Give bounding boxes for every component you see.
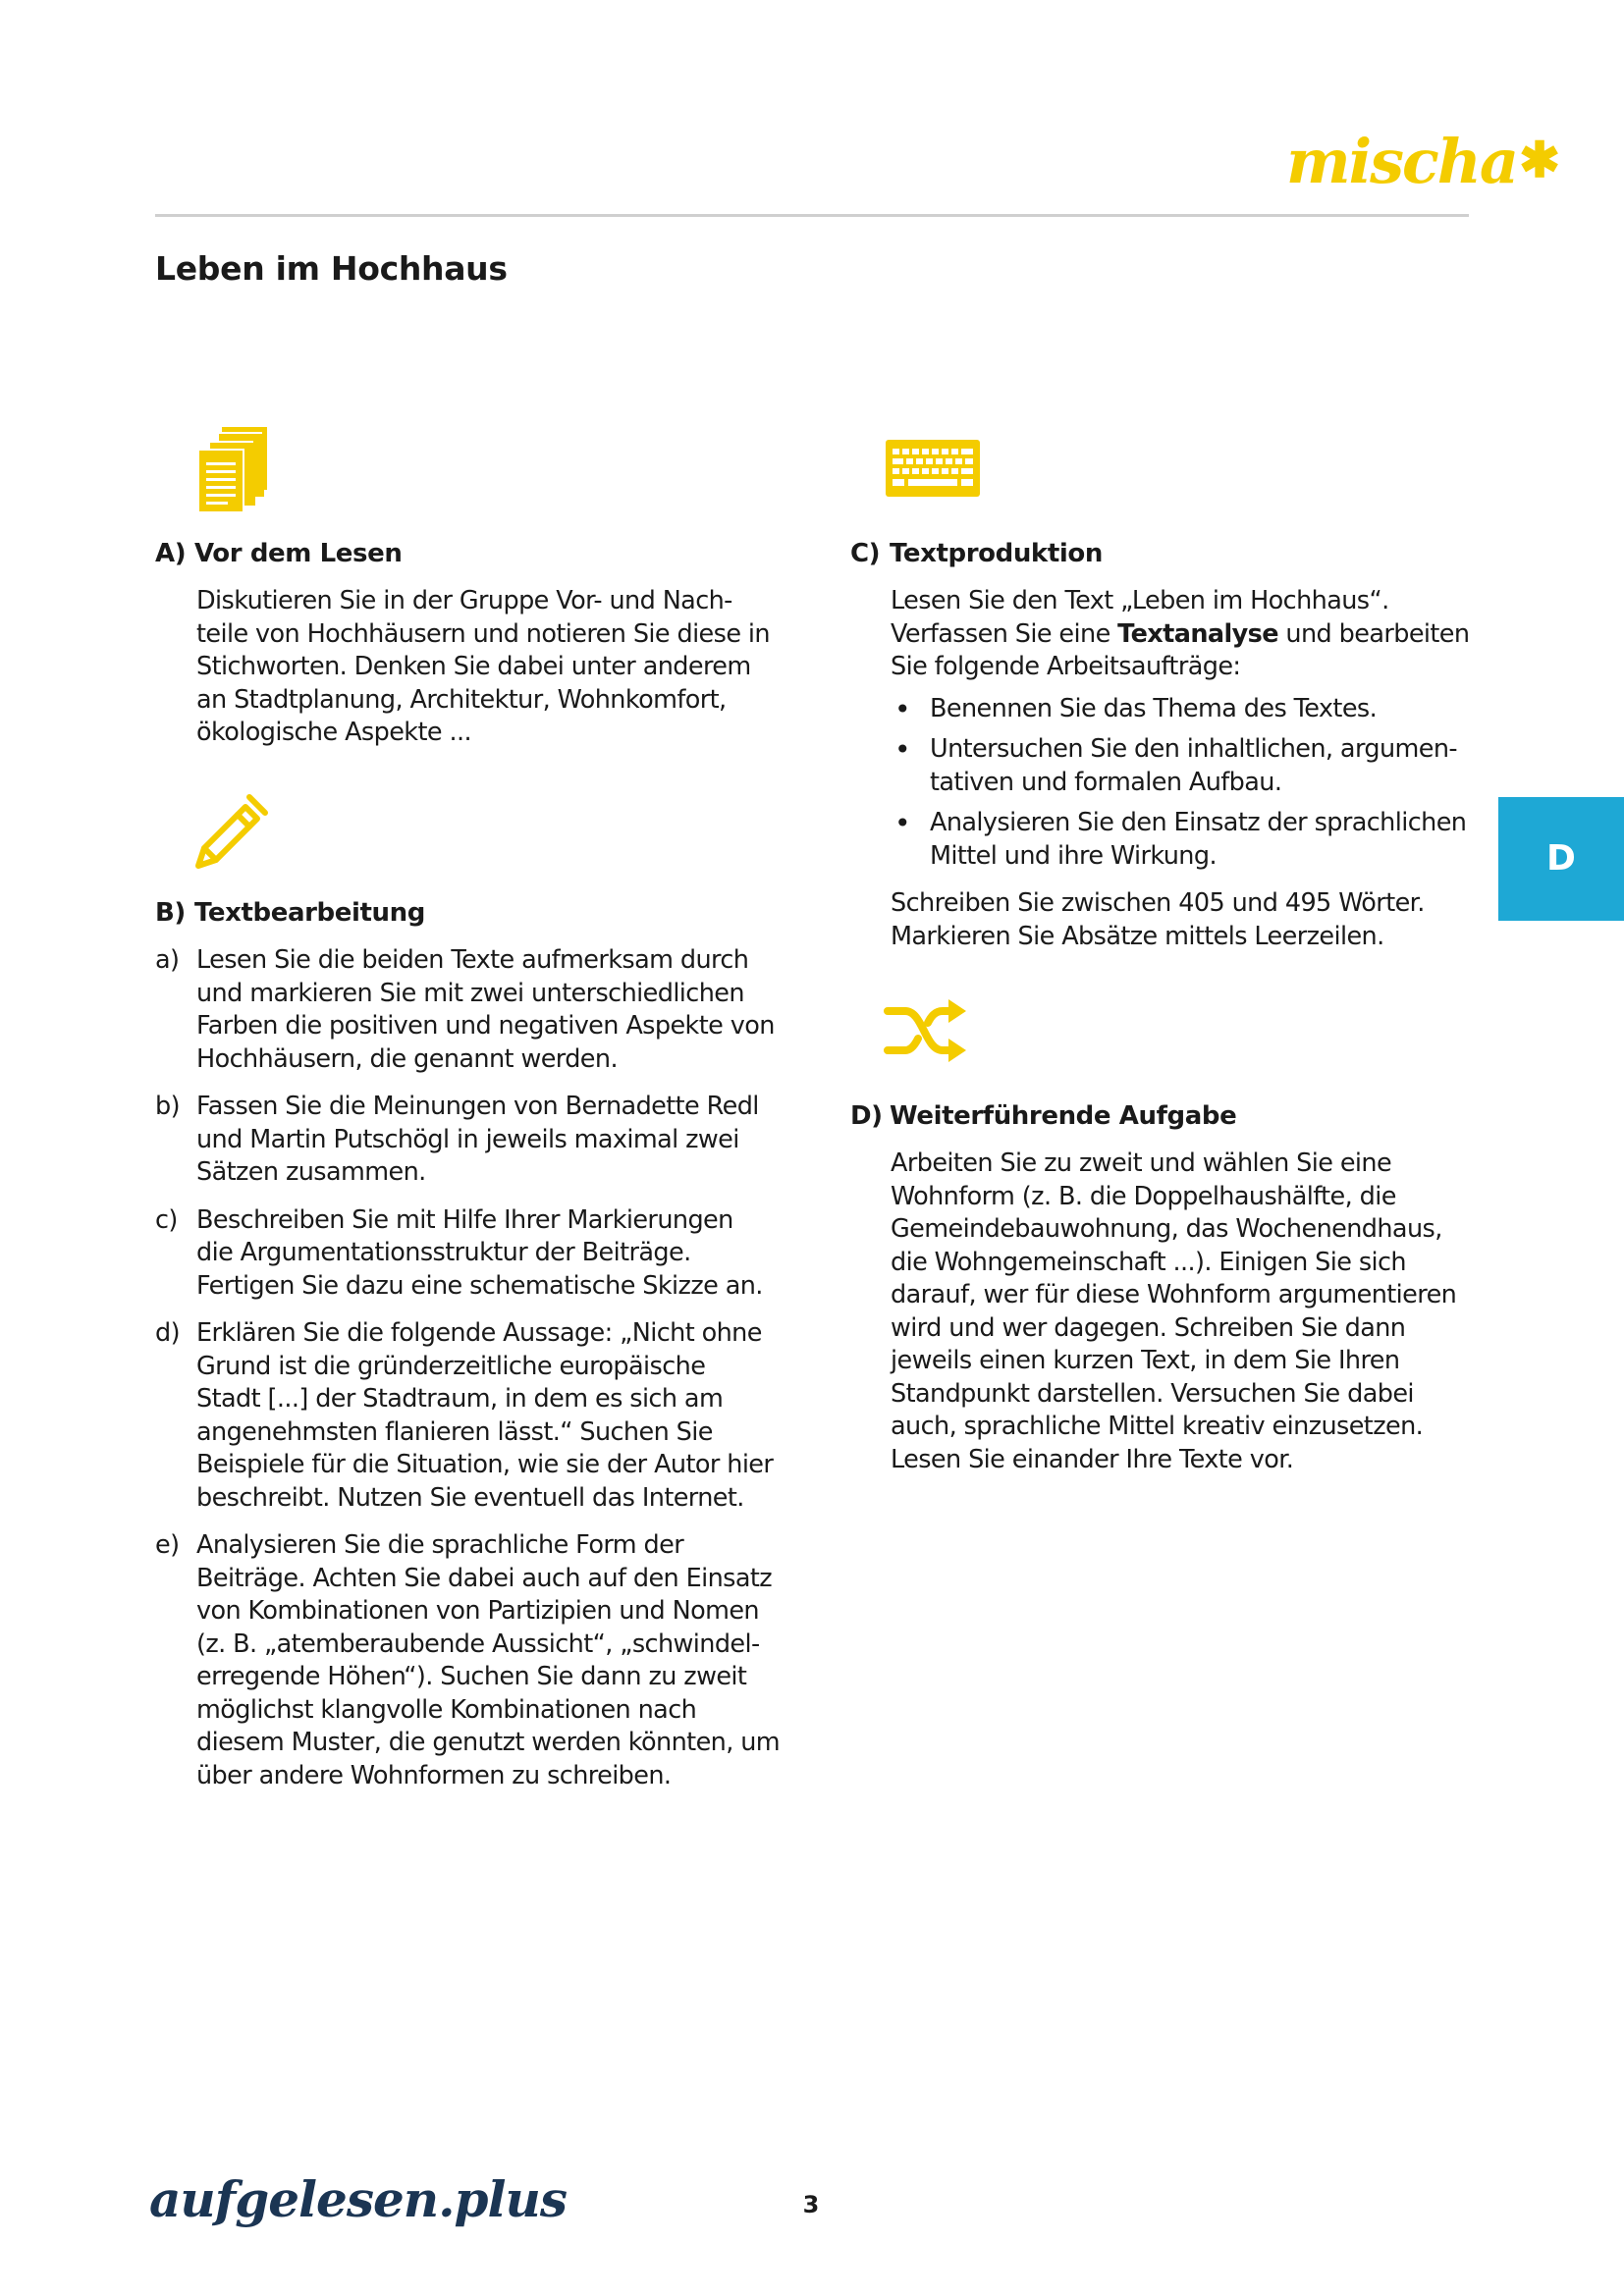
text-line: auch, sprachliche Mittel kreativ einzusetzen. xyxy=(891,1412,1424,1441)
text-line: Analysieren Sie die sprachliche Form der xyxy=(196,1530,684,1560)
bullet-item xyxy=(891,693,1469,726)
bullet-dot: • xyxy=(894,692,910,725)
text-line: über andere Wohnformen zu schreiben. xyxy=(196,1760,672,1790)
section-d-title: Weiterführende Aufgabe xyxy=(890,1101,1237,1131)
section-b-letter: B) xyxy=(155,898,186,928)
section-c-bullets xyxy=(891,693,1469,874)
section-d-letter: D) xyxy=(850,1101,883,1131)
task-item-e xyxy=(155,1529,780,1792)
text-line: Schreiben Sie zwischen 405 und 495 Wörter. xyxy=(891,888,1425,918)
task-label: a) xyxy=(155,945,180,975)
text-line: angenehmsten flanieren lässt.“ Suchen Sie xyxy=(196,1416,713,1447)
documents-icon xyxy=(196,425,269,513)
task-item-c xyxy=(155,1204,780,1304)
shuffle-icon xyxy=(884,995,968,1066)
text-line: darauf, wer für diese Wohnform argumentieren xyxy=(891,1280,1457,1309)
section-b-list xyxy=(155,944,780,1807)
text-line: die Argumentationsstruktur der Beiträge. xyxy=(196,1238,691,1267)
text-line: Fertigen Sie dazu eine schematische Skizze an. xyxy=(196,1270,763,1301)
text-line: Sie folgende Arbeitsaufträge: xyxy=(891,652,1241,681)
text-line: ökologische Aspekte ... xyxy=(196,718,471,747)
section-a-text xyxy=(196,585,770,750)
task-item-d xyxy=(155,1317,780,1515)
text-line: diesem Muster, die genutzt werden könnten, um xyxy=(196,1728,781,1757)
text-line: Grund ist die gründerzeitliche europäische xyxy=(196,1351,706,1381)
task-label: c) xyxy=(155,1204,178,1235)
section-c-title: Textproduktion xyxy=(890,539,1103,568)
bullet-item xyxy=(891,733,1469,799)
text-line: Wohnform (z. B. die Doppelhaushälfte, die xyxy=(891,1181,1396,1211)
text-line: Lesen Sie einander Ihre Texte vor. xyxy=(891,1444,1294,1474)
text-line: wird und wer dagegen. Schreiben Sie dann xyxy=(891,1312,1406,1343)
pencil-icon xyxy=(192,791,271,870)
section-c-outro xyxy=(891,887,1469,953)
task-label: b) xyxy=(155,1092,180,1121)
text-line: Lesen Sie die beiden Texte aufmerksam durch xyxy=(196,945,749,975)
text-line: Sätzen zusammen. xyxy=(196,1157,426,1187)
text-line: jeweils einen kurzen Text, in dem Sie Ihren xyxy=(891,1346,1400,1375)
section-c-heading xyxy=(850,537,1103,570)
text-line: erregende Höhen“). Suchen Sie dann zu zweit xyxy=(196,1662,747,1691)
chapter-tab: D xyxy=(1498,797,1624,921)
text-line: Diskutieren Sie in der Gruppe Vor- und Nach- xyxy=(196,586,732,615)
text-line: möglichst klangvolle Kombinationen nach xyxy=(196,1694,697,1725)
mischa-logo xyxy=(1286,116,1558,204)
task-label: d) xyxy=(155,1318,180,1348)
text-line: Beispiele für die Situation, wie sie der Autor hier xyxy=(196,1450,774,1479)
section-d-paragraph xyxy=(891,1148,1456,1476)
task-label: e) xyxy=(155,1530,180,1560)
text-line: und markieren Sie mit zwei unterschiedlichen xyxy=(196,978,744,1008)
section-a-heading xyxy=(155,537,402,570)
text-line: tativen und formalen Aufbau. xyxy=(930,767,1282,797)
text-line: Stadt [...] der Stadtraum, in dem es sich am xyxy=(196,1384,724,1414)
mischa-logo-text: mischa xyxy=(1286,126,1518,197)
text-line: Beschreiben Sie mit Hilfe Ihrer Markierungen xyxy=(196,1204,733,1235)
text-line: Analysieren Sie den Einsatz der sprachlichen xyxy=(930,808,1467,837)
task-item-a xyxy=(155,944,780,1076)
text-line: Farben die positiven und negativen Aspekte von xyxy=(196,1011,775,1041)
text-line: Gemeindebauwohnung, das Wochenendhaus, xyxy=(891,1214,1442,1244)
header-rule xyxy=(155,214,1469,217)
keyboard-icon xyxy=(886,440,980,497)
section-a-letter: A) xyxy=(155,539,187,568)
page-number: 3 xyxy=(802,2191,820,2218)
text-line: Markieren Sie Absätze mittels Leerzeilen. xyxy=(891,921,1384,951)
text-line: an Stadtplanung, Architektur, Wohnkomfort, xyxy=(196,684,727,715)
text-line: und Martin Putschögl in jeweils maximal zwei xyxy=(196,1124,739,1154)
text-line: Untersuchen Sie den inhaltlichen, argumen- xyxy=(930,734,1458,764)
mischa-logo-star: ✱ xyxy=(1519,131,1558,188)
text-line: Arbeiten Sie zu zweit und wählen Sie eine xyxy=(891,1148,1392,1178)
section-c-text xyxy=(891,585,1469,953)
text-line: Standpunkt darstellen. Versuchen Sie dabei xyxy=(891,1378,1414,1409)
text-segment: Verfassen Sie eine xyxy=(891,618,1118,649)
section-b-heading xyxy=(155,896,425,930)
text-segment: und bearbeiten xyxy=(1277,618,1470,649)
text-line: Lesen Sie den Text „Leben im Hochhaus“. xyxy=(891,586,1389,615)
page-title: Leben im Hochhaus xyxy=(155,249,508,288)
text-line: Hochhäusern, die genannt werden. xyxy=(196,1043,618,1074)
text-line xyxy=(891,618,1469,652)
text-line: Stichworten. Denken Sie dabei unter anderem xyxy=(196,652,751,681)
text-line: Benennen Sie das Thema des Textes. xyxy=(930,693,1378,723)
text-line: beschreibt. Nutzen Sie eventuell das Internet. xyxy=(196,1482,744,1513)
textanalyse-emphasis: Textanalyse xyxy=(1117,618,1278,649)
text-line: die Wohngemeinschaft ...). Einigen Sie sich xyxy=(891,1247,1406,1277)
text-line: Fassen Sie die Meinungen von Bernadette Redl xyxy=(196,1092,759,1121)
bullet-dot: • xyxy=(894,733,910,766)
section-d-heading xyxy=(850,1099,1236,1133)
section-d-text xyxy=(891,1148,1456,1476)
text-line: von Kombinationen von Partizipien und Nomen xyxy=(196,1596,759,1626)
text-line: (z. B. „atemberaubende Aussicht“, „schwindel- xyxy=(196,1629,760,1659)
text-line: teile von Hochhäusern und notieren Sie diese in xyxy=(196,618,770,649)
task-item-b xyxy=(155,1091,780,1190)
aufgelesen-logo: aufgelesen.plus xyxy=(149,2170,568,2228)
section-c-letter: C) xyxy=(850,539,881,568)
bullet-dot: • xyxy=(894,807,910,839)
section-a-title: Vor dem Lesen xyxy=(194,539,403,568)
section-a-paragraph xyxy=(196,585,770,750)
bullet-item xyxy=(891,807,1469,873)
text-line: Beiträge. Achten Sie dabei auch auf den Einsatz xyxy=(196,1563,773,1593)
text-line: Erklären Sie die folgende Aussage: „Nicht ohne xyxy=(196,1318,762,1348)
text-line: Mittel und ihre Wirkung. xyxy=(930,840,1217,871)
section-c-intro xyxy=(891,585,1469,684)
section-b-title: Textbearbeitung xyxy=(194,898,425,928)
